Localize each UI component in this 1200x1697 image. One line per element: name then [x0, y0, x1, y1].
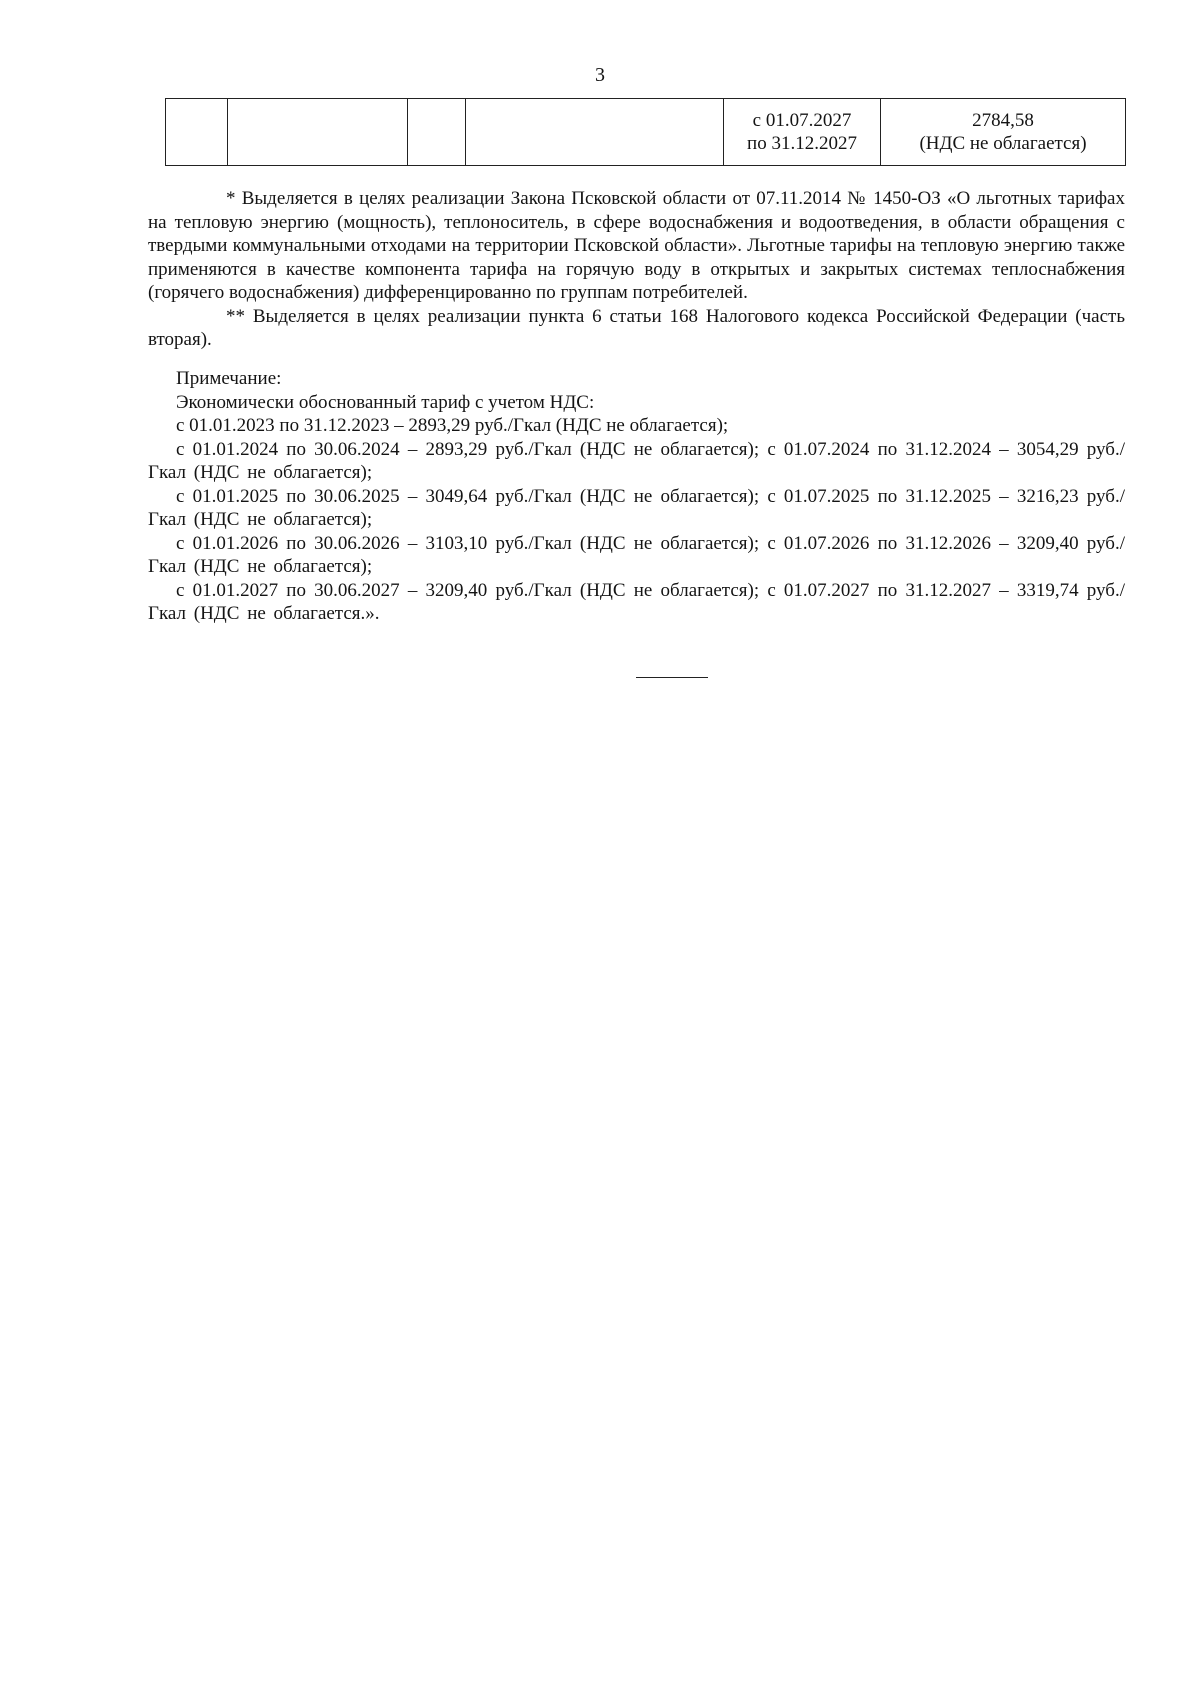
note-line: с 01.01.2025 по 30.06.2025 – 3049,64 руб./Гкал (НДС не облагается); с 01.07.2025 по 31.12.2025 – 3216,23 руб./Гкал (НДС не облагается); [148, 485, 1125, 530]
end-divider [636, 677, 708, 678]
note [148, 367, 1125, 626]
note-heading: Примечание: [176, 368, 282, 389]
period-from: с 01.07.2027 [752, 110, 852, 131]
tariff-table [165, 98, 1126, 166]
footnote-2: ** Выделяется в целях реализации пункта 6 статьи 168 Налогового кодекса Российской Федерации (часть вторая). [148, 305, 1125, 350]
note-line: с 01.01.2024 по 30.06.2024 – 2893,29 руб./Гкал (НДС не облагается); с 01.07.2024 по 31.12.2024 – 3054,29 руб./Гкал (НДС не облагается); [148, 438, 1125, 483]
page-number: 3 [595, 64, 605, 86]
tariff-value: 2784,58 [972, 110, 1034, 131]
note-line: с 01.01.2026 по 30.06.2026 – 3103,10 руб./Гкал (НДС не облагается); с 01.07.2026 по 31.12.2026 – 3209,40 руб./Гкал (НДС не облагается); [148, 532, 1125, 577]
table-cell-empty [466, 99, 724, 166]
note-subheading: Экономически обоснованный тариф с учетом НДС: [176, 391, 595, 413]
period-to: по 31.12.2027 [747, 133, 857, 154]
table-cell-empty [166, 99, 228, 166]
table-row [166, 99, 1126, 166]
table-cell-empty [228, 99, 408, 166]
tariff-value-note: (НДС не облагается) [919, 133, 1087, 154]
table-cell-value [881, 99, 1126, 166]
note-line: с 01.01.2023 по 31.12.2023 – 2893,29 руб./Гкал (НДС не облагается); [176, 415, 729, 436]
table-cell-empty [408, 99, 466, 166]
table-cell-period [724, 99, 881, 166]
footnote-1: * Выделяется в целях реализации Закона Псковской области от 07.11.2014 № 1450-ОЗ «О льготных тарифах на тепловую энергию (мощность), теплоноситель, в сфере водоснабжения и водоотведения, в области обращения с твердыми коммунальными отходами на территории Псковской области». Льготные тарифы на тепловую энергию также применяются в качестве компонента тарифа на горячую воду в открытых и закрытых системах теплоснабжения (горячего водоснабжения) дифференцированно по группам потребителей. [148, 188, 1125, 303]
note-line: с 01.01.2027 по 30.06.2027 – 3209,40 руб./Гкал (НДС не облагается); с 01.07.2027 по 31.12.2027 – 3319,74 руб./Гкал (НДС не облагается.». [148, 579, 1125, 624]
footnotes [148, 187, 1125, 352]
